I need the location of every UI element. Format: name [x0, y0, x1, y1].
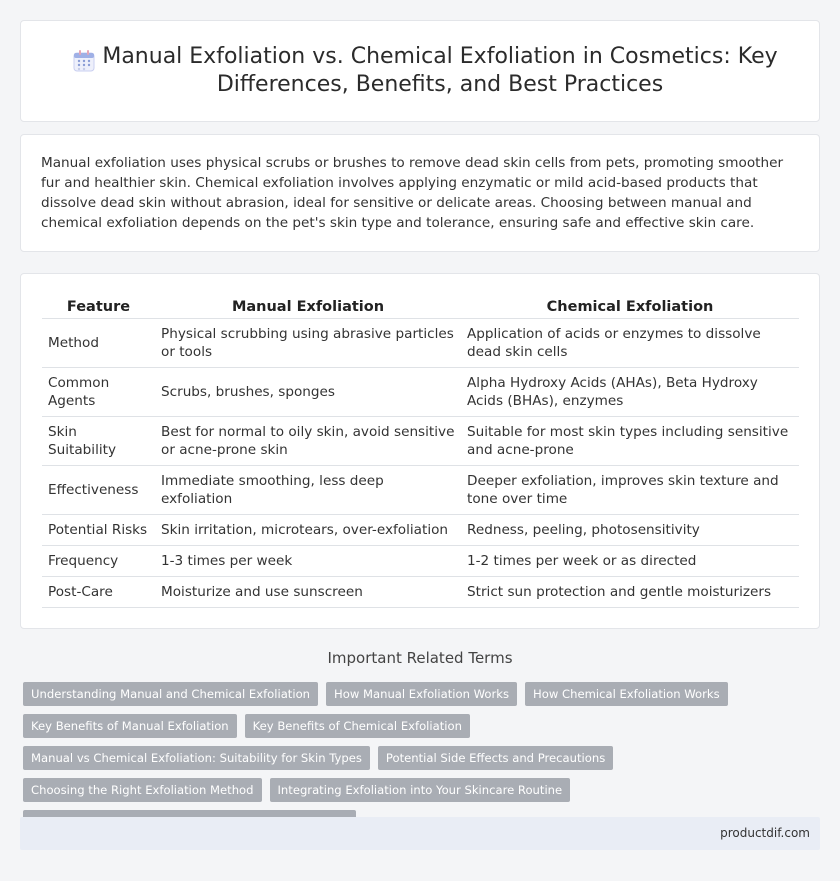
table-cell-feature: Method [42, 318, 155, 367]
table-cell-manual: 1-3 times per week [155, 545, 461, 576]
table-cell-chemical: 1-2 times per week or as directed [461, 545, 799, 576]
related-term-tag[interactable]: Integrating Exfoliation into Your Skincare Routine [270, 778, 571, 802]
table-cell-manual: Physical scrubbing using abrasive particles or tools [155, 318, 461, 367]
table-cell-manual: Moisturize and use sunscreen [155, 576, 461, 607]
table-cell-chemical: Redness, peeling, photosensitivity [461, 514, 799, 545]
table-row [42, 576, 799, 607]
intro-paragraph: Manual exfoliation uses physical scrubs or brushes to remove dead skin cells from pets, promoting smoother fur and healthier skin. Chemical exfoliation involves applying enzymatic or mild acid-based products that dissolve dead skin without abrasion, ideal for sensitive or delicate areas. Choosing between manual and chemical exfoliation depends on the pet's skin type and tolerance, ensuring safe and effective skin care. [41, 155, 784, 231]
table-cell-chemical: Application of acids or enzymes to dissolve dead skin cells [461, 318, 799, 367]
column-header-chemical: Chemical Exfoliation [461, 296, 799, 318]
table-cell-feature: Potential Risks [42, 514, 155, 545]
footer [20, 817, 820, 850]
related-term-tag[interactable]: Choosing the Right Exfoliation Method [23, 778, 262, 802]
table-cell-feature: Post-Care [42, 576, 155, 607]
table-header-row [42, 296, 799, 318]
related-term-tag[interactable]: Key Benefits of Chemical Exfoliation [245, 714, 470, 738]
table-row [42, 514, 799, 545]
footer-site-name: productdif.com [720, 826, 810, 840]
table-cell-feature: Frequency [42, 545, 155, 576]
table-cell-chemical: Alpha Hydroxy Acids (AHAs), Beta Hydroxy Acids (BHAs), enzymes [461, 367, 799, 416]
table-row [42, 318, 799, 367]
table-cell-chemical: Suitable for most skin types including sensitive and acne-prone [461, 416, 799, 465]
table-row [42, 367, 799, 416]
table-cell-chemical: Deeper exfoliation, improves skin texture and tone over time [461, 465, 799, 514]
table-cell-manual: Best for normal to oily skin, avoid sensitive or acne-prone skin [155, 416, 461, 465]
column-header-manual: Manual Exfoliation [155, 296, 461, 318]
related-term-tag[interactable]: Understanding Manual and Chemical Exfoliation [23, 682, 318, 706]
header-card [20, 20, 820, 122]
table-cell-chemical: Strict sun protection and gentle moisturizers [461, 576, 799, 607]
comparison-table-card [20, 273, 820, 629]
table-row [42, 545, 799, 576]
related-term-tag[interactable]: Manual vs Chemical Exfoliation: Suitability for Skin Types [23, 746, 370, 770]
related-term-tag[interactable]: Potential Side Effects and Precautions [378, 746, 613, 770]
table-cell-feature: Common Agents [42, 367, 155, 416]
table-cell-manual: Immediate smoothing, less deep exfoliation [155, 465, 461, 514]
related-term-tag[interactable]: Key Benefits of Manual Exfoliation [23, 714, 237, 738]
page-title: Manual Exfoliation vs. Chemical Exfoliation in Cosmetics: Key Differences, Benefits, and Best Practices [102, 44, 778, 97]
table-cell-feature: Skin Suitability [42, 416, 155, 465]
intro-card [20, 134, 820, 252]
comparison-table [42, 296, 799, 608]
related-term-tag[interactable]: How Manual Exfoliation Works [326, 682, 517, 706]
related-terms-title: Important Related Terms [327, 649, 513, 667]
related-term-tag[interactable]: How Chemical Exfoliation Works [525, 682, 728, 706]
table-cell-manual: Skin irritation, microtears, over-exfoliation [155, 514, 461, 545]
related-terms-list [23, 682, 803, 834]
table-cell-feature: Effectiveness [42, 465, 155, 514]
table-row [42, 416, 799, 465]
column-header-feature: Feature [42, 296, 155, 318]
table-row [42, 465, 799, 514]
table-cell-manual: Scrubs, brushes, sponges [155, 367, 461, 416]
